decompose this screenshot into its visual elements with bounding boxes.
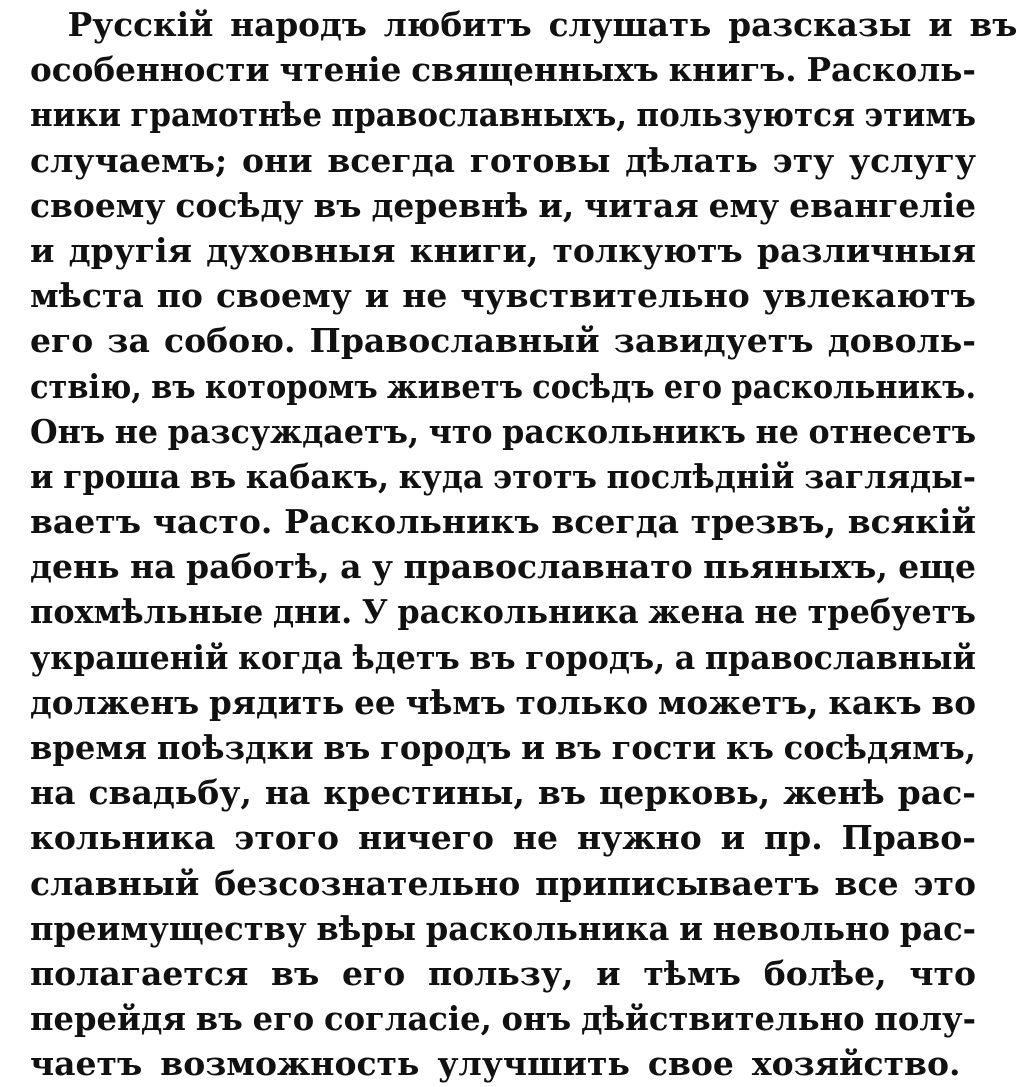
word: не xyxy=(114,411,159,451)
text-line xyxy=(30,725,976,770)
text-line xyxy=(30,635,976,680)
word: свое xyxy=(647,1044,734,1084)
word: раскольника xyxy=(397,592,639,632)
word: крестины, xyxy=(323,773,525,813)
word: живетъ xyxy=(386,366,523,406)
text-line xyxy=(30,589,976,634)
word: нужно xyxy=(576,818,702,858)
word: на xyxy=(30,773,76,813)
word: въ xyxy=(323,728,371,767)
word: любитъ xyxy=(383,5,532,44)
paragraph xyxy=(30,2,1017,1087)
word: часто. xyxy=(152,502,273,542)
word: разсказы xyxy=(728,5,912,44)
word: за xyxy=(107,321,150,361)
text-line xyxy=(30,815,976,860)
word: ники xyxy=(30,95,121,135)
word: не xyxy=(512,818,559,858)
word: всегда xyxy=(551,502,679,542)
word: что xyxy=(428,411,493,451)
word: ваетъ xyxy=(30,502,142,542)
word: духовныя xyxy=(206,230,396,270)
word: православныхъ, xyxy=(331,95,628,135)
word: которомъ xyxy=(204,366,378,406)
word: въ xyxy=(313,185,362,225)
word: день xyxy=(30,547,120,587)
word: что xyxy=(909,953,976,993)
word: гости xyxy=(611,728,717,767)
word: этотъ xyxy=(492,456,597,496)
word: отнесетъ xyxy=(808,411,977,451)
word: во xyxy=(931,682,977,722)
word: сосѣдямъ, xyxy=(783,728,977,767)
word: ѣдетъ xyxy=(352,637,460,677)
text-line xyxy=(30,951,976,996)
word: свадьбу, xyxy=(88,773,252,813)
word: Раскольникъ xyxy=(284,502,540,542)
word: этого xyxy=(234,818,340,858)
word: всякій xyxy=(847,502,976,542)
word: и xyxy=(928,5,953,44)
word: его xyxy=(663,366,723,406)
word: и xyxy=(679,908,703,948)
text-line xyxy=(30,906,976,951)
word: перейдя xyxy=(30,999,187,1039)
word: Право- xyxy=(841,818,976,858)
word: народъ xyxy=(230,5,367,44)
word: болѣе, xyxy=(763,953,887,993)
word: его xyxy=(252,999,315,1039)
word: только xyxy=(515,682,649,722)
word: кольника xyxy=(30,818,216,858)
word: Расколь- xyxy=(806,50,976,90)
text-line xyxy=(30,409,976,454)
word: чтеніе xyxy=(279,50,402,90)
word: книгъ. xyxy=(668,50,797,90)
word: раскольника xyxy=(425,908,670,948)
word: и xyxy=(364,276,390,316)
word: городъ, xyxy=(525,637,666,677)
word: поѣздки xyxy=(156,728,314,767)
word: въ xyxy=(151,366,196,406)
word: еще xyxy=(898,547,976,587)
word: дни. xyxy=(272,592,353,632)
word: пьяныхъ, xyxy=(703,547,888,587)
word: рядить xyxy=(209,682,345,722)
word: сосѣдъ xyxy=(532,366,655,406)
word: преимуществу xyxy=(30,908,307,948)
text-line xyxy=(30,138,976,183)
word: деревнѣ xyxy=(371,185,529,225)
word: вѣры xyxy=(316,908,417,948)
word: работѣ, xyxy=(186,547,330,587)
word: это xyxy=(913,863,976,903)
word: Онъ xyxy=(30,411,106,451)
text-line xyxy=(30,770,976,815)
word: требуетъ xyxy=(807,592,976,632)
word: въ xyxy=(195,999,243,1039)
word: въ xyxy=(189,456,237,496)
word: не xyxy=(755,411,799,451)
word: трезвъ, xyxy=(690,502,836,542)
word: полу- xyxy=(874,999,976,1039)
text-line xyxy=(30,680,976,725)
word: читая xyxy=(584,185,699,225)
word: на xyxy=(130,547,176,587)
word: евангеліе xyxy=(789,185,977,225)
word: въ xyxy=(969,5,1017,44)
word: разсуждаетъ, xyxy=(167,411,419,451)
word: и xyxy=(596,953,621,993)
word: гроша xyxy=(63,456,181,496)
word: ему xyxy=(708,185,780,225)
word: священныхъ xyxy=(411,50,659,90)
text-line xyxy=(30,318,976,363)
word: Православный xyxy=(309,321,600,361)
word: и xyxy=(30,456,54,496)
word: и xyxy=(30,230,55,270)
text-line xyxy=(30,183,976,228)
word: невольно xyxy=(712,908,890,948)
word: этимъ xyxy=(864,95,977,135)
text-line xyxy=(30,1041,976,1086)
word: своему xyxy=(215,276,352,316)
word: и xyxy=(720,818,746,858)
word: жена xyxy=(648,592,745,632)
word: услугу xyxy=(849,140,976,180)
word: грамотнѣе xyxy=(130,95,323,135)
word: въ xyxy=(554,728,602,767)
word: можетъ, xyxy=(658,682,819,722)
word: другія xyxy=(68,230,192,270)
word: и, xyxy=(538,185,575,225)
word: особенности xyxy=(30,50,270,90)
word: рас- xyxy=(899,908,977,948)
word: раскольникъ xyxy=(502,411,746,451)
word: куда xyxy=(398,456,484,496)
word: чаетъ xyxy=(30,1044,143,1084)
word: въ xyxy=(469,637,516,677)
word: согласіе, xyxy=(323,999,492,1039)
word: всегда xyxy=(327,140,455,180)
word: возможность xyxy=(160,1044,420,1084)
word: славный xyxy=(30,863,200,903)
word: полагается xyxy=(30,953,249,993)
text-line xyxy=(30,92,976,137)
text-line xyxy=(30,861,976,906)
word: пр. xyxy=(764,818,823,858)
word: украшеній xyxy=(30,637,229,677)
word: чувствительно xyxy=(460,276,750,316)
word: загляды- xyxy=(804,456,976,496)
word: сосѣду xyxy=(175,185,304,225)
word: готовы xyxy=(469,140,611,180)
word: приписываетъ xyxy=(535,863,820,903)
word: случаемъ; xyxy=(30,140,228,180)
word: къ xyxy=(725,728,774,767)
word: когда xyxy=(237,637,343,677)
word: У xyxy=(361,592,388,632)
text-line xyxy=(30,228,976,273)
word: пользу, xyxy=(427,953,574,993)
word: православнато xyxy=(403,547,693,587)
text-line xyxy=(30,273,976,318)
word: онъ xyxy=(501,999,572,1039)
word: книги, xyxy=(409,230,539,270)
word: доволь- xyxy=(827,321,976,361)
text-line xyxy=(30,454,976,499)
word: мѣста xyxy=(30,276,144,316)
word: хозяйство. xyxy=(751,1044,961,1084)
word: собою. xyxy=(164,321,296,361)
word: рас- xyxy=(897,773,976,813)
word: чѣмъ xyxy=(405,682,506,722)
text-line xyxy=(30,2,1017,47)
word: улучшить xyxy=(437,1044,630,1084)
word: не xyxy=(402,276,448,316)
word: какъ xyxy=(828,682,922,722)
word: въ xyxy=(537,773,587,813)
word: похмѣльные xyxy=(30,592,264,632)
word: ничего xyxy=(357,818,494,858)
word: послѣдній xyxy=(606,456,795,496)
word: они xyxy=(241,140,313,180)
word: пользуются xyxy=(636,95,855,135)
word: раскольникъ. xyxy=(731,366,977,406)
word: дѣйствительно xyxy=(580,999,865,1039)
word: различныя xyxy=(756,230,976,270)
word: безсознательно xyxy=(214,863,521,903)
text-line xyxy=(30,364,976,409)
text-line xyxy=(30,544,976,589)
word: а xyxy=(674,637,696,677)
word: увлекаютъ xyxy=(762,276,976,316)
word: Русскій xyxy=(67,5,214,44)
word: завидуетъ xyxy=(613,321,814,361)
word: у xyxy=(371,547,394,587)
word: своему xyxy=(30,185,166,225)
word: тѣмъ xyxy=(643,953,741,993)
text-line xyxy=(30,996,976,1041)
word: ствію, xyxy=(30,366,142,406)
word: дѣлать xyxy=(625,140,758,180)
word: по xyxy=(156,276,203,316)
word: городъ xyxy=(380,728,512,767)
text-line xyxy=(30,499,976,544)
word: толкуютъ xyxy=(552,230,743,270)
word: кабакъ, xyxy=(245,456,390,496)
word: все xyxy=(834,863,899,903)
word: въ xyxy=(271,953,320,993)
word: его xyxy=(342,953,406,993)
word: долженъ xyxy=(30,682,200,722)
word: слушать xyxy=(548,5,712,44)
word: его xyxy=(30,321,94,361)
word: церковь, xyxy=(599,773,771,813)
word: ее xyxy=(354,682,396,722)
word: не xyxy=(754,592,798,632)
word: и xyxy=(521,728,546,767)
word: эту xyxy=(772,140,835,180)
word: женѣ xyxy=(783,773,885,813)
text-line xyxy=(30,47,976,92)
word: православный xyxy=(704,637,977,677)
word: время xyxy=(30,728,148,767)
word: на xyxy=(264,773,311,813)
word: а xyxy=(340,547,362,587)
